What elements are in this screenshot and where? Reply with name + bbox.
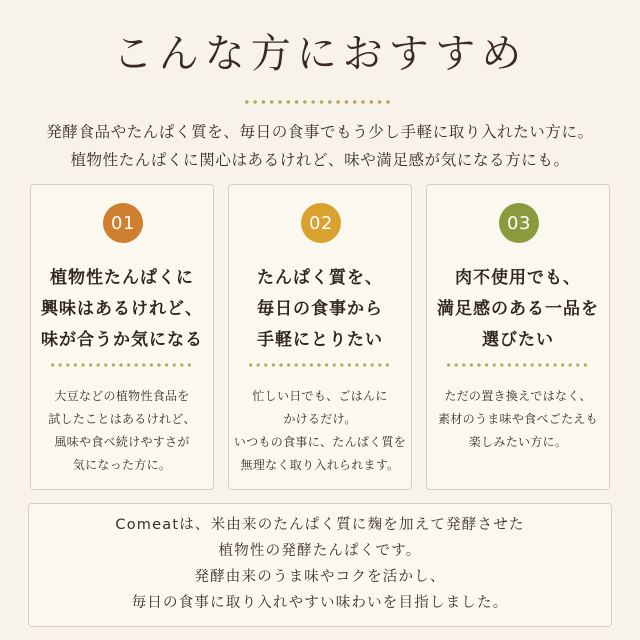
divider-dot — [59, 363, 62, 366]
divider-dot — [386, 363, 389, 366]
card-heading-line: 味が合うか気になる — [41, 330, 203, 350]
divider-dot — [370, 100, 374, 104]
divider-dot — [447, 363, 450, 366]
divider-dot — [500, 363, 503, 366]
divider-dot — [142, 363, 145, 366]
divider-dot — [287, 100, 291, 104]
divider-dot — [531, 363, 534, 366]
divider-dot — [320, 100, 324, 104]
divider-dot — [119, 363, 122, 366]
divider-dot — [135, 363, 138, 366]
summary-line: Comeatは、米由来のたんぱく質に麹を加えて発酵させた — [115, 517, 525, 533]
divider-dot — [303, 100, 307, 104]
card-desc-line: 楽しみたい方に。 — [468, 435, 568, 449]
summary-line: 毎日の食事に取り入れやすい味わいを目指しました。 — [131, 595, 509, 611]
card-desc-line: 風味や食べ続けやすさが — [54, 435, 190, 449]
card-desc-line: 無理なく取り入れられます。 — [240, 458, 400, 472]
divider-dot — [89, 363, 92, 366]
divider-dot — [333, 363, 336, 366]
divider-dot — [336, 100, 340, 104]
divider-dot — [165, 363, 168, 366]
divider-dot — [264, 363, 267, 366]
card-desc-line: いつもの食事に、たんぱく質を — [233, 435, 407, 449]
divider-dot — [245, 100, 249, 104]
page-title: こんな方におすすめ — [112, 31, 528, 77]
divider-dot — [317, 363, 320, 366]
divider-dot — [485, 363, 488, 366]
card-desc-line: 気になった方に。 — [72, 458, 172, 472]
divider-dot — [538, 363, 541, 366]
card-desc-line: 大豆などの植物性食品を — [54, 389, 190, 403]
divider-dot — [188, 363, 191, 366]
divider-dot — [371, 363, 374, 366]
divider-dot — [553, 363, 556, 366]
intro-text — [0, 118, 640, 174]
divider-dot — [345, 100, 349, 104]
summary-text — [29, 512, 611, 616]
divider-dot — [157, 363, 160, 366]
divider-dot — [287, 363, 290, 366]
divider-dot — [569, 363, 572, 366]
card-03 — [426, 184, 610, 490]
card-desc-line: 素材のうま味や食べごたえも — [438, 412, 598, 426]
divider-dot — [493, 363, 496, 366]
divider-dot — [462, 363, 465, 366]
divider-dot — [348, 363, 351, 366]
divider-dot — [257, 363, 260, 366]
divider-dot — [328, 100, 332, 104]
card-heading-line: 肉不使用でも、 — [455, 268, 581, 288]
divider-dot — [270, 100, 274, 104]
divider-dot — [355, 363, 358, 366]
divider-dot — [249, 363, 252, 366]
divider-dot — [66, 363, 69, 366]
card-divider — [447, 362, 591, 368]
divider-dot — [302, 363, 305, 366]
divider-dot — [361, 100, 365, 104]
divider-dot — [455, 363, 458, 366]
card-divider — [249, 362, 393, 368]
card-divider — [51, 362, 195, 368]
card-heading-line: 手軽にとりたい — [257, 330, 383, 350]
card-heading-line: 興味はあるけれど、 — [41, 299, 203, 319]
divider-dot — [173, 363, 176, 366]
divider-dot — [253, 100, 257, 104]
divider-dot — [295, 100, 299, 104]
card-heading — [427, 263, 609, 356]
divider-dot — [523, 363, 526, 366]
card-desc-line: 試したことはあるけれど、 — [48, 412, 196, 426]
divider-dot — [325, 363, 328, 366]
divider-dot — [272, 363, 275, 366]
card-desc-line: ただの置き換えではなく、 — [444, 389, 592, 403]
card-02 — [228, 184, 412, 490]
card-desc-line: 忙しい日でも、ごはんに — [252, 389, 388, 403]
title-divider — [0, 98, 640, 106]
card-heading — [229, 263, 411, 356]
number-badge: 01 — [103, 203, 143, 243]
divider-dot — [515, 363, 518, 366]
divider-dot — [262, 100, 266, 104]
summary-line: 発酵由来のうま味やコクを活かし、 — [194, 569, 446, 585]
divider-dot — [279, 363, 282, 366]
card-description — [229, 385, 411, 477]
intro-line: 発酵食品やたんぱく質を、毎日の食事でもう少し手軽に取り入れたい方に。 — [46, 123, 594, 141]
divider-dot — [363, 363, 366, 366]
divider-dot — [81, 363, 84, 366]
divider-dot — [470, 363, 473, 366]
intro-line: 植物性たんぱくに関心はあるけれど、味や満足感が気になる方にも。 — [70, 151, 570, 169]
divider-dot — [508, 363, 511, 366]
divider-dot — [386, 100, 390, 104]
card-description — [427, 385, 609, 454]
card-01 — [30, 184, 214, 490]
card-desc-line: かけるだけ。 — [283, 412, 357, 426]
divider-dot — [112, 363, 115, 366]
divider-dot — [51, 363, 54, 366]
card-heading-line: 植物性たんぱくに — [50, 268, 194, 288]
divider-dot — [97, 363, 100, 366]
number-badge: 02 — [301, 203, 341, 243]
summary-box — [28, 503, 612, 627]
divider-dot — [127, 363, 130, 366]
divider-dot — [150, 363, 153, 366]
divider-dot — [378, 363, 381, 366]
divider-dot — [477, 363, 480, 366]
divider-dot — [104, 363, 107, 366]
card-heading-line: たんぱく質を、 — [257, 268, 383, 288]
card-heading-line: 選びたい — [482, 330, 554, 350]
divider-dot — [295, 363, 298, 366]
divider-dot — [278, 100, 282, 104]
card-description — [31, 385, 213, 477]
divider-dot — [310, 363, 313, 366]
recommendation-cards — [30, 184, 612, 490]
card-heading-line: 毎日の食事から — [257, 299, 383, 319]
divider-dot — [353, 100, 357, 104]
divider-dot — [546, 363, 549, 366]
number-badge: 03 — [499, 203, 539, 243]
summary-line: 植物性の発酵たんぱくです。 — [218, 543, 422, 559]
divider-dot — [311, 100, 315, 104]
divider-dot — [340, 363, 343, 366]
divider-dot — [576, 363, 579, 366]
divider-dot — [74, 363, 77, 366]
divider-dot — [180, 363, 183, 366]
card-heading — [31, 263, 213, 356]
divider-dot — [561, 363, 564, 366]
divider-dot — [584, 363, 587, 366]
card-heading-line: 満足感のある一品を — [437, 299, 599, 319]
divider-dot — [378, 100, 382, 104]
